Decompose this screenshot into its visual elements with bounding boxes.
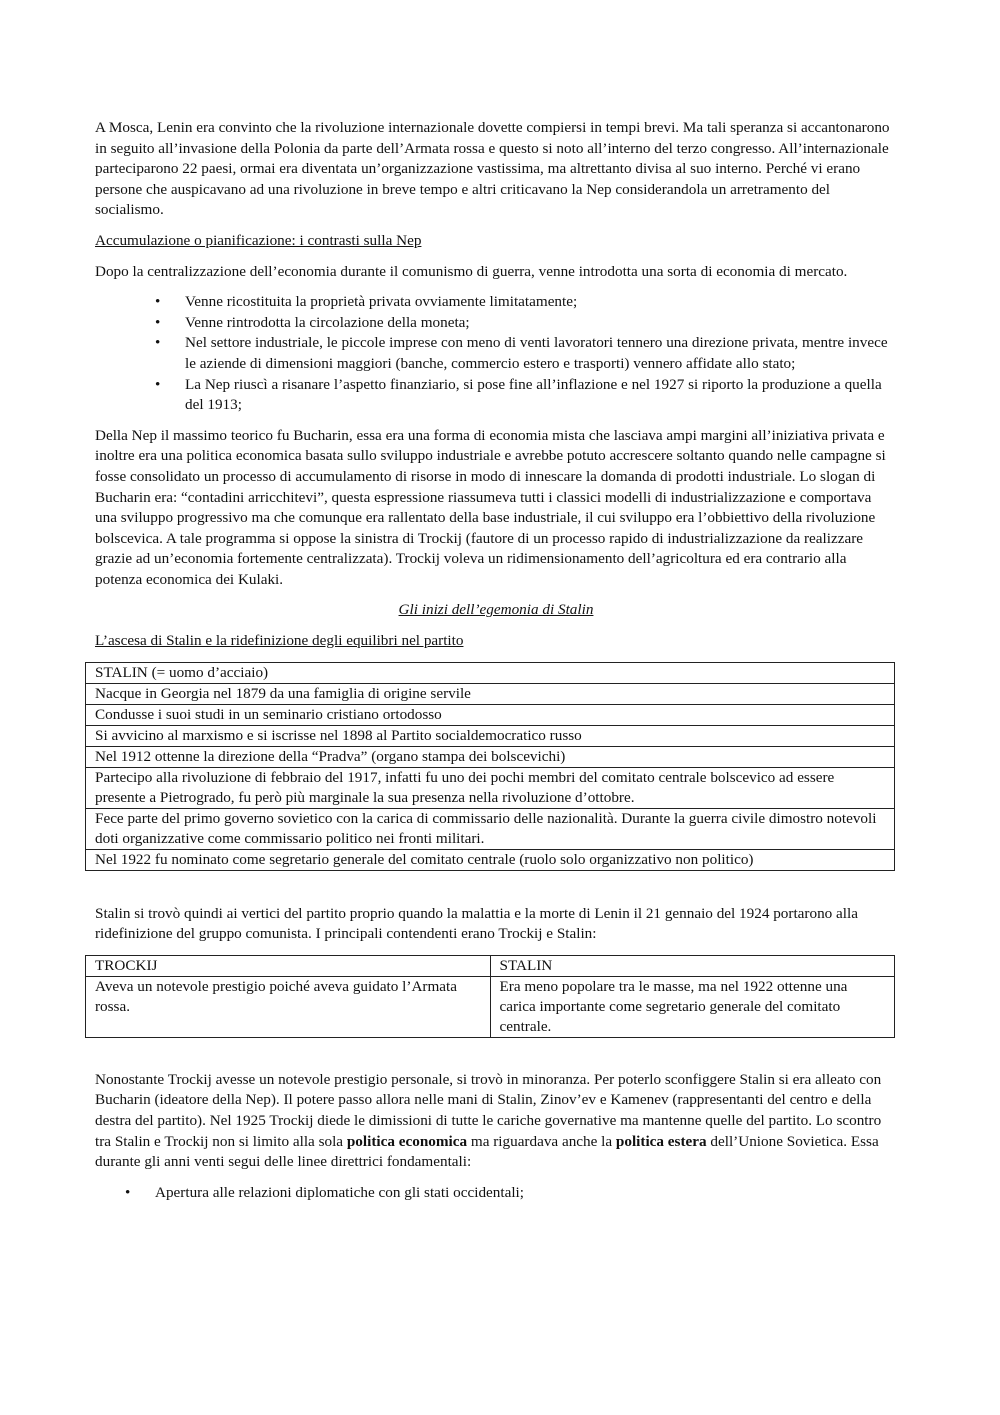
table-row	[86, 767, 895, 808]
power-struggle-paragraph	[95, 1070, 897, 1173]
table-row	[86, 849, 895, 870]
table-cell: Fece parte del primo governo sovietico con la carica di commissario delle nazionalità. Durante la guerra civile dimostro notevoli doti organizzative come commissario politico nei fronti militari.	[86, 808, 895, 849]
table-cell: Nel 1922 fu nominato come segretario generale del comitato centrale (ruolo solo organizzativo non politico)	[86, 849, 895, 870]
table-cell: Partecipo alla rivoluzione di febbraio del 1917, infatti fu uno dei pochi membri del comitato centrale bolscevico ad essere presente a Pietrogrado, fu però più marginale la sua presenza nella rivoluzione d’ottobre.	[86, 767, 895, 808]
cell-trockij: Aveva un notevole prestigio poiché aveva guidato l’Armata rossa.	[86, 976, 491, 1037]
table-row	[86, 725, 895, 746]
header-stalin: STALIN	[490, 955, 895, 976]
table-row	[86, 808, 895, 849]
header-trockij: TROCKIJ	[86, 955, 491, 976]
list-item: • Apertura alle relazioni diplomatiche con gli stati occidentali;	[95, 1183, 897, 1204]
table-row	[86, 976, 895, 1037]
cell-stalin: Era meno popolare tra le masse, ma nel 1922 ottenne una carica importante come segretario generale del comitato centrale.	[490, 976, 895, 1037]
succession-paragraph: Stalin si trovò quindi ai vertici del partito proprio quando la malattia e la morte di Lenin il 21 gennaio del 1924 portarono alla ridefinizione del gruppo comunista. I principali contendenti erano Trockij e Stalin:	[95, 904, 858, 943]
table-row	[86, 662, 895, 683]
bold-term: politica estera	[615, 1132, 707, 1150]
trockij-stalin-table	[85, 955, 895, 1038]
list-item: • Nel settore industriale, le piccole imprese con meno di venti lavoratori tennero una direzione privata, mentre invece le aziende di dimensioni maggiori (banche, commercio estero e trasporti) vennero affidate allo stato;	[95, 333, 897, 374]
list-item: • Venne rintrodotta la circolazione della moneta;	[95, 313, 897, 334]
table-cell: Nel 1912 ottenne la direzione della “Pradva” (organo stampa dei bolscevichi)	[86, 746, 895, 767]
section-heading-stalin: L’ascesa di Stalin e la ridefinizione degli equilibri nel partito	[95, 632, 464, 650]
list-item: • Venne ricostituita la proprietà privata ovviamente limitatamente;	[95, 292, 897, 313]
text-run: dell’Unione Sovietica. Essa durante gli anni venti segui delle linee direttrici fondamentali:	[95, 1132, 879, 1171]
section-heading-nep: Accumulazione o pianificazione: i contrasti sulla Nep	[95, 231, 422, 249]
bucharin-paragraph: Della Nep il massimo teorico fu Bucharin, essa era una forma di economia mista che lasciava ampi margini all’iniziativa privata e inoltre era una politica economica basata sullo sviluppo industriale e avrebbe potuto accrescere soltanto quando nelle campagne si fosse consolidato un processo di accumulamento di risorse in modo di innescare la domanda di prodotti industriale. Lo slogan di Bucharin era: “contadini arricchitevi”, questa espressione riassumeva tutti i classici modelli di industrializzazione e comportava una sviluppo progressivo ma che comunque era rallentato della base industriale, il cui sviluppo era l’obbiettivo della rivoluzione bolscevica. A tale programma si oppose la sinistra di Trockij (fautore di un processo rapido di industrializzazione da realizzare grazie ad un’economia fortemente centralizzata). Trockij voleva un ridimensionamento dell’agricoltura ed era contrario alla potenza economica dei Kulaki.	[95, 426, 886, 588]
text-run: Nonostante Trockij avesse un notevole prestigio personale, si trovò in minoranza. Per poterlo sconfiggere Stalin si era alleato con Bucharin (ideatore della Nep). Il potere passo allora nelle mani di Stalin, Zinov’ev e Kamenev (rappresentanti del centro e della destra del partito). Nel 1925 Trockij diede le dimissioni di tutte le cariche governative ma mantenne quelle del partito. Lo scontro tra Stalin e Trockij non si limito alla sola	[95, 1070, 882, 1150]
nep-bullet-list	[95, 292, 897, 416]
list-item: • La Nep riuscì a risanare l’aspetto finanziario, si pose fine all’inflazione e nel 1927 si riporto la produzione a quella del 1913;	[95, 375, 897, 416]
stalin-bio-table	[85, 662, 895, 871]
intro-paragraph: A Mosca, Lenin era convinto che la rivoluzione internazionale dovette compiersi in tempi brevi. Ma tali speranza si accantonarono in seguito all’invasione della Polonia da parte dell’Armata rossa e questo si noto all’interno del terzo congresso. All’internazionale parteciparono 22 paesi, ormai era diventata un’organizzazione vastissima, ma altrettanto divisa al suo interno. Perché vi erano persone che auspicavano ad una rivoluzione in breve tempo e altri criticavano la Nep considerandola un arretramento del socialismo.	[95, 119, 890, 219]
table-header-row	[86, 955, 895, 976]
table-cell: STALIN (= uomo d’acciaio)	[86, 662, 895, 683]
table-cell: Si avvicino al marxismo e si iscrisse nel 1898 al Partito socialdemocratico russo	[86, 725, 895, 746]
section-title-stalin: Gli inizi dell’egemonia di Stalin	[398, 601, 594, 619]
table-cell: Condusse i suoi studi in un seminario cristiano ortodosso	[86, 704, 895, 725]
document-page	[95, 118, 897, 1213]
foreign-policy-list	[95, 1183, 897, 1204]
table-row	[86, 746, 895, 767]
table-cell: Nacque in Georgia nel 1879 da una famiglia di origine servile	[86, 683, 895, 704]
bold-term: politica economica	[346, 1132, 468, 1150]
table-row	[86, 704, 895, 725]
text-run: ma riguardava anche la	[467, 1132, 616, 1150]
nep-intro-paragraph: Dopo la centralizzazione dell’economia durante il comunismo di guerra, venne introdotta una sorta di economia di mercato.	[95, 262, 848, 280]
table-row	[86, 683, 895, 704]
